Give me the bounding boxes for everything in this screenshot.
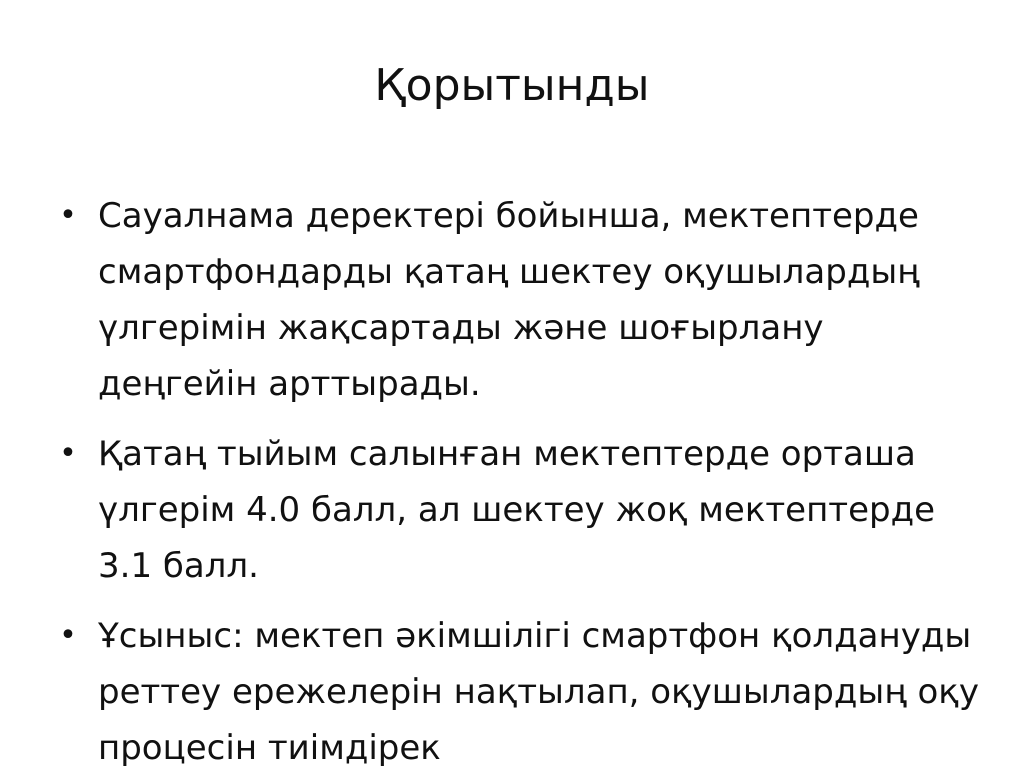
bullet-item: [56, 188, 986, 412]
bullet-marker: •: [59, 618, 77, 653]
bullet-list: [56, 188, 986, 767]
bullet-marker: •: [59, 198, 77, 233]
bullet-marker: •: [59, 436, 77, 471]
bullet-text: Сауалнама деректері бойынша, мектептерде смартфондарды қатаң шектеу оқушылардың үлгерімін жақсартады және шоғырлану деңгейін арттырады.: [98, 196, 920, 404]
bullet-text: Ұсыныс: мектеп әкімшілігі смартфон қолдануды реттеу ережелерін нақтылап, оқушылардың оқу процесін тиімдірек: [98, 616, 979, 767]
slide-title: Қорытынды: [374, 60, 650, 111]
bullet-item: [56, 426, 986, 594]
bullet-text: Қатаң тыйым салынған мектептерде орташа үлгерім 4.0 балл, ал шектеу жоқ мектептерде 3.1 балл.: [98, 434, 936, 586]
bullet-item: [56, 608, 986, 767]
